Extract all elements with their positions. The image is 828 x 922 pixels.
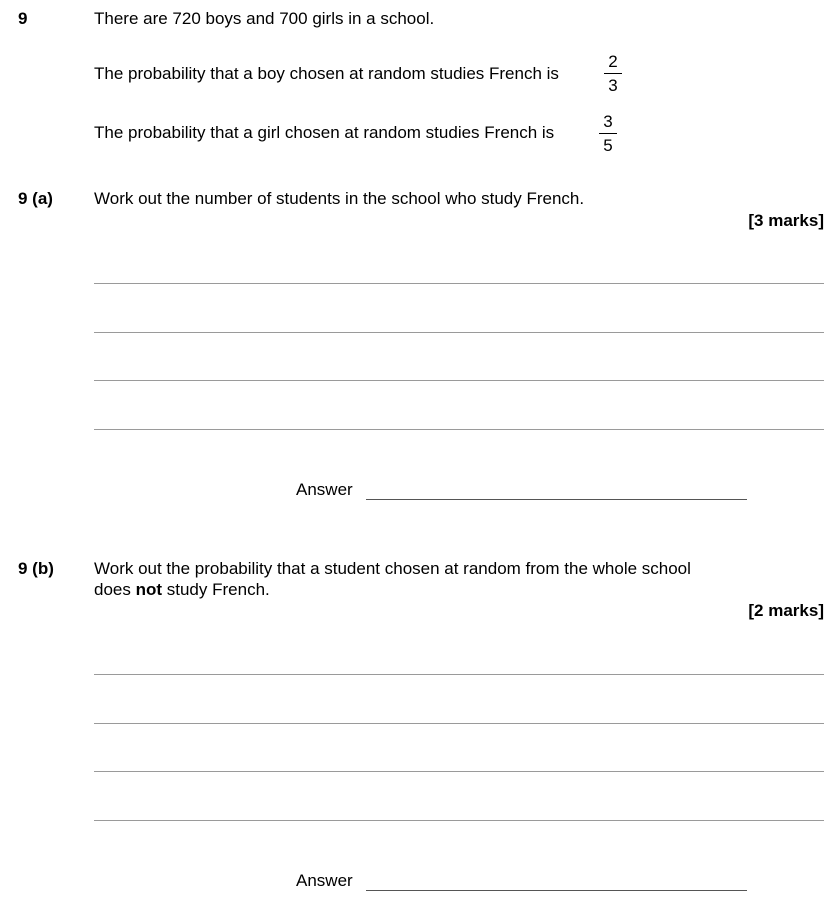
boy-probability-text: The probability that a boy chosen at random studies French is (94, 64, 559, 83)
text-segment: study French. (162, 580, 270, 599)
emphasis-not: not (135, 580, 163, 599)
fraction-numerator: 2 (608, 52, 618, 71)
working-line[interactable] (94, 283, 824, 284)
fraction-bar (599, 133, 617, 134)
working-line[interactable] (94, 674, 824, 675)
working-line[interactable] (94, 429, 824, 430)
part-b-marks: [2 marks] (748, 601, 824, 620)
part-b-text-line2 (94, 580, 270, 600)
fraction-denominator: 5 (603, 136, 613, 155)
working-line[interactable] (94, 380, 824, 381)
question-number: 9 (18, 9, 28, 28)
boy-probability-fraction (603, 52, 623, 96)
part-b-label: 9 (b) (18, 559, 54, 578)
working-line[interactable] (94, 820, 824, 821)
part-a-marks: [3 marks] (748, 211, 824, 230)
question-intro: There are 720 boys and 700 girls in a school. (94, 9, 435, 28)
working-line[interactable] (94, 771, 824, 772)
part-b-text-line1: Work out the probability that a student chosen at random from the whole school (94, 559, 691, 578)
fraction-numerator: 3 (603, 112, 613, 131)
working-line[interactable] (94, 332, 824, 333)
working-line[interactable] (94, 723, 824, 724)
part-b-answer-label: Answer (296, 871, 353, 890)
girl-probability-text: The probability that a girl chosen at random studies French is (94, 123, 555, 142)
part-a-label: 9 (a) (18, 189, 53, 208)
fraction-denominator: 3 (608, 76, 618, 95)
part-b-answer-line[interactable] (366, 890, 747, 891)
part-a-answer-label: Answer (296, 480, 353, 499)
part-a-answer-line[interactable] (366, 499, 747, 500)
fraction-bar (604, 73, 622, 74)
text-segment: does (94, 580, 136, 599)
girl-probability-fraction (598, 112, 618, 156)
part-a-text: Work out the number of students in the school who study French. (94, 189, 585, 208)
